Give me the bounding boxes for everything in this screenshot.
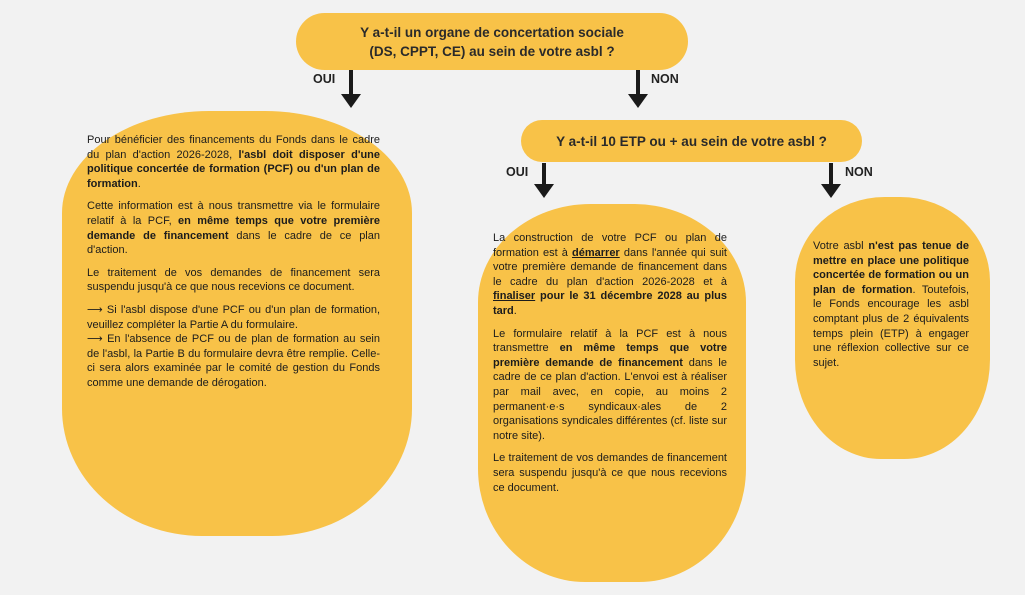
label-q2-oui: OUI: [506, 165, 529, 179]
arrow-q2-oui: [534, 163, 554, 198]
label-q2-non: NON: [845, 165, 873, 179]
left-answer-text: [87, 133, 380, 399]
question-1-pill: [296, 13, 688, 70]
arrow-q1-non: [628, 70, 648, 108]
arrow-q1-oui: [341, 70, 361, 108]
question-1-line1: Y a-t-il un organe de concertation sociale: [360, 24, 624, 40]
middle-paragraph-2: Le formulaire relatif à la PCF est à nous transmettre en même temps que votre première demande de financement dans le cadre de ce plan d'action. L'envoi est à réaliser par mail avec, en copie, au moins 2 permanent·e·s syndicaux·ales de 2 organisations syndicales différentes (cf. liste sur notre site).: [493, 327, 727, 442]
question-1-line2: (DS, CPPT, CE) au sein de votre asbl ?: [369, 43, 615, 59]
question-2-text: Y a-t-il 10 ETP ou + au sein de votre asbl ?: [556, 133, 827, 149]
question-2-pill: [521, 120, 862, 162]
left-paragraph-1: Pour bénéficier des financements du Fonds dans le cadre du plan d'action 2026-2028, l'asbl doit disposer d'une politique concertée de formation (PCF) ou d'un plan de formation.: [87, 134, 380, 190]
label-q1-oui: OUI: [313, 72, 336, 86]
middle-answer-text: [493, 231, 727, 503]
right-answer-text: [813, 239, 969, 378]
middle-paragraph-3: Le traitement de vos demandes de financement sera suspendu jusqu'à ce que nous recevions ce document.: [493, 452, 727, 494]
left-paragraph-4: ⟶ Si l'asbl dispose d'une PCF ou d'un plan de formation, veuillez compléter la Partie A du formulaire.: [87, 303, 380, 331]
middle-paragraph-1: La construction de votre PCF ou plan de formation est à démarrer dans l'année qui suit votre première demande de financement dans le cadre du plan d'action 2026-2028 et à finaliser pour le 31 décembre 2028 au plus tard.: [493, 232, 727, 317]
left-paragraph-3: Le traitement de vos demandes de financement sera suspendu jusqu'à ce que nous recevions ce document.: [87, 266, 380, 294]
arrow-q2-non: [821, 163, 841, 198]
label-q1-non: NON: [651, 72, 679, 86]
left-paragraph-2: Cette information est à nous transmettre via le formulaire relatif à la PCF, en même temps que votre première demande de financement dans le cadre de ce plan d'action.: [87, 200, 380, 257]
right-paragraph: Votre asbl n'est pas tenue de mettre en place une politique concertée de formation ou un plan de formation. Toutefois, le Fonds encourage les asbl comptant plus de 2 équivalents temps plein (ETP) à engager une réflexion collective sur ce sujet.: [813, 240, 970, 369]
left-paragraph-5: ⟶ En l'absence de PCF ou de plan de formation au sein de l'asbl, la Partie B du formulaire devra être remplie. Celle-ci sera alors examinée par le comité de gestion du Fonds comme une demande de dérogation.: [87, 333, 380, 389]
